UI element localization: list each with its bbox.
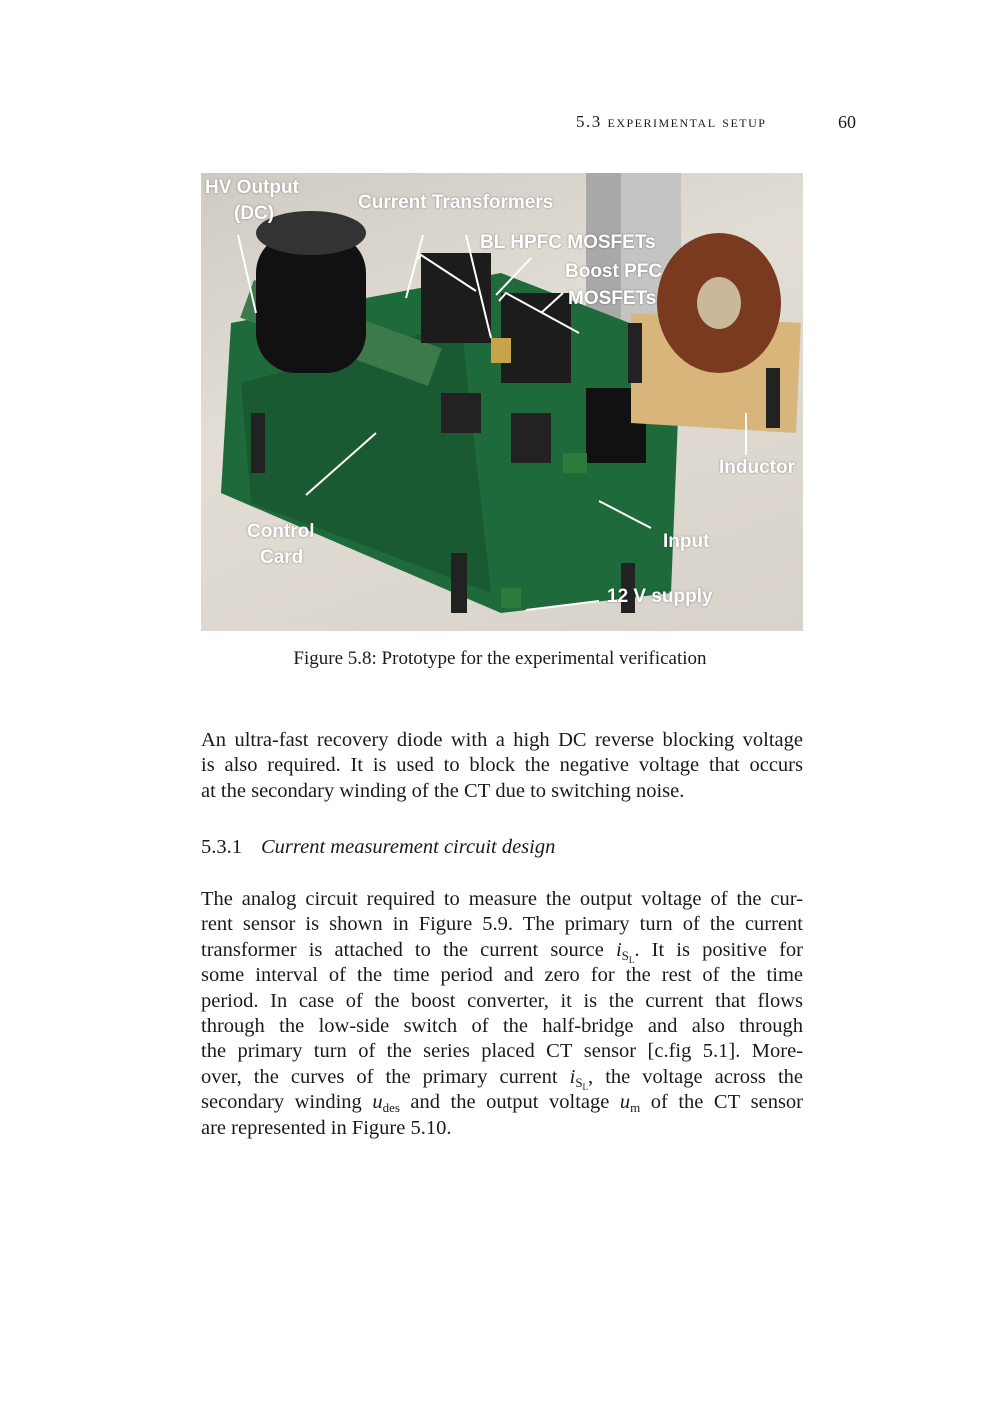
- text-line: [201, 1116, 803, 1141]
- label-bl-hpfc-mosfets: BL HPFC MOSFETs: [480, 232, 656, 253]
- text-run: due to switching noise.: [490, 779, 685, 802]
- label-boost-mosfets: MOSFETs: [568, 288, 657, 309]
- text-line: [201, 1014, 803, 1039]
- text-run: The analog circuit required to measure the output voltage of the cur-: [201, 888, 803, 910]
- text-line: [201, 963, 803, 988]
- math-symbol: $i_{S_L}$: [615, 938, 635, 965]
- paragraph-current-measurement: [201, 887, 803, 1141]
- text-line: [201, 989, 803, 1014]
- text-run: are represented in Figure 5.10.: [201, 1116, 452, 1139]
- text-run: transformer is attached to the current source: [201, 938, 616, 961]
- subsection-number: 5.3.1: [201, 836, 242, 858]
- label-hv-dc: (DC): [234, 203, 275, 224]
- running-header: 5.3 experimental setup: [576, 112, 767, 131]
- text-run: sensor: [740, 1091, 804, 1114]
- text-run: the primary turn of the series placed: [201, 1040, 547, 1063]
- text-run: of the: [640, 1091, 714, 1114]
- text-line: [201, 1039, 803, 1064]
- subsection-title: Current measurement circuit design: [261, 836, 556, 858]
- text-run: . It is positive for: [634, 938, 803, 961]
- text-run: at the secondary winding of the: [201, 779, 465, 802]
- text-run: sensor [c.fig 5.1]. More-: [572, 1040, 804, 1063]
- text-run: through the low-side switch of the half-bridge and also through: [201, 1014, 803, 1037]
- text-line: [201, 938, 803, 963]
- text-line: [201, 1065, 803, 1090]
- text-run: rent sensor is shown in Figure 5.9. The primary turn of the current: [201, 913, 803, 936]
- label-input: Input: [663, 531, 710, 552]
- math-symbol: $u_{des}$: [372, 1091, 400, 1116]
- text-line: [201, 728, 803, 753]
- acronym: CT: [464, 779, 491, 802]
- text-run: secondary winding: [201, 1091, 373, 1114]
- math-symbol: $u_m$: [619, 1091, 641, 1116]
- label-boost-pfc: Boost PFC: [565, 261, 663, 282]
- label-12v-supply: 12 V supply: [607, 586, 713, 607]
- figure-caption: Figure 5.8: Prototype for the experimental verification: [293, 648, 707, 669]
- acronym: DC: [558, 729, 587, 751]
- text-line: [201, 779, 803, 804]
- label-current-transformers: Current Transformers: [358, 192, 554, 213]
- label-inductor: Inductor: [719, 457, 795, 478]
- text-line: [201, 887, 803, 912]
- label-control: Control: [247, 521, 315, 542]
- text-run: over, the curves of the primary current: [201, 1065, 570, 1088]
- subsection-heading: [201, 836, 555, 859]
- text-run: period. In case of the boost converter, it is the current that flows: [201, 989, 803, 1012]
- prototype-photo: [201, 173, 803, 631]
- text-run: reverse blocking voltage: [586, 729, 803, 751]
- label-hv-output: HV Output: [205, 177, 299, 198]
- text-line: [201, 912, 803, 937]
- text-run: , the voltage across the: [588, 1065, 803, 1088]
- paragraph-diode: [201, 728, 803, 804]
- math-symbol: $i_{S_L}$: [569, 1065, 589, 1092]
- text-run: some interval of the time period and zero for the rest of the time: [201, 964, 803, 987]
- acronym: CT: [713, 1091, 741, 1114]
- text-line: [201, 1090, 803, 1115]
- acronym: CT: [546, 1040, 573, 1063]
- text-run: is also required. It is used to block the negative voltage that occurs: [201, 754, 803, 777]
- page-number: 60: [838, 112, 856, 132]
- text-run: An ultra-fast recovery diode with a high: [201, 729, 559, 751]
- text-run: and the output voltage: [399, 1091, 620, 1114]
- label-card: Card: [260, 547, 304, 568]
- text-line: [201, 753, 803, 778]
